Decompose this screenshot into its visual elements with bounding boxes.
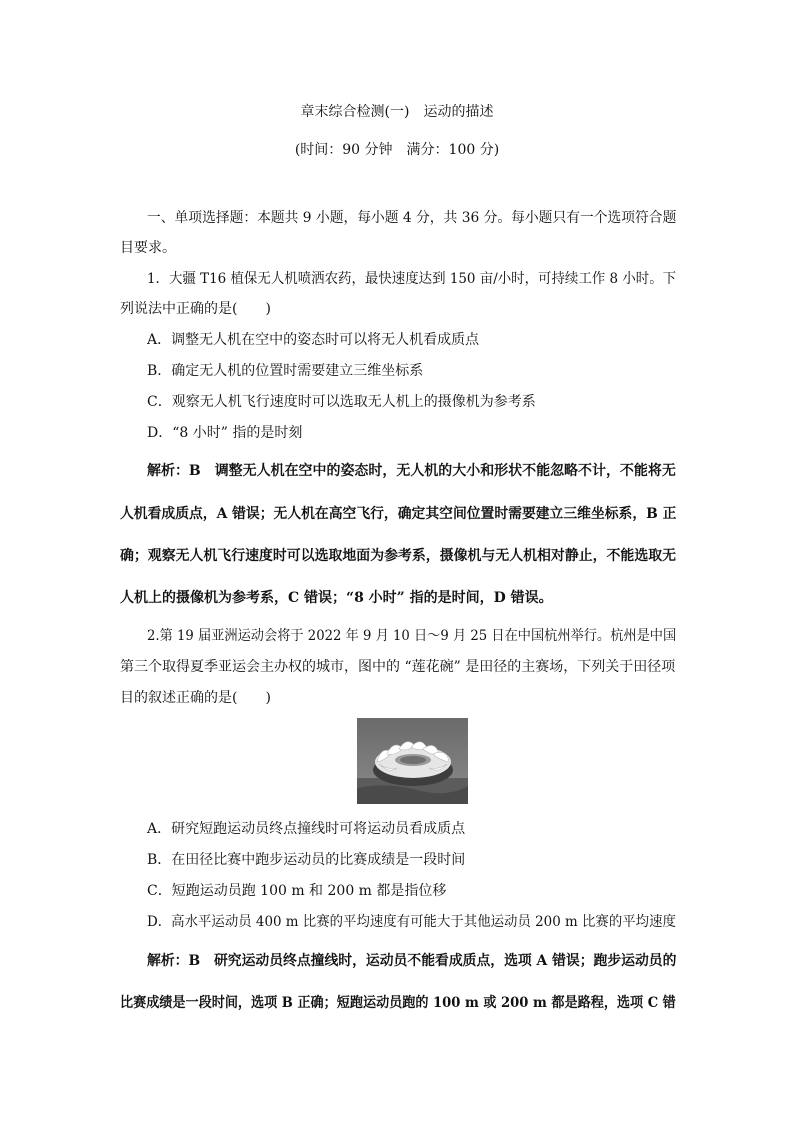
page-title: 章末综合检测(一) 运动的描述 xyxy=(300,104,494,120)
q2-option-b: B．在田径比赛中跑步运动员的比赛成绩是一段时间 xyxy=(147,852,466,868)
q2-explanation: 解析：B 研究运动员终点撞线时，运动员不能看成质点，选项 A 错误；跑步运动员的 xyxy=(147,953,677,969)
q2-option-c: C．短跑运动员跑 100 m 和 200 m 都是指位移 xyxy=(147,883,447,899)
stadium-photo xyxy=(357,718,468,804)
q1-explanation-4: 人机上的摄像机为参考系，C 错误；“8 小时” 指的是时间，D 错误。 xyxy=(120,590,553,606)
q1-option-c: C．观察无人机飞行速度时可以选取无人机上的摄像机为参考系 xyxy=(147,394,536,410)
q1-option-b: B．确定无人机的位置时需要建立三维坐标系 xyxy=(147,363,424,379)
section-heading: 一、单项选择题：本题共 9 小题，每小题 4 分，共 36 分。每小题只有一个选项符合题 xyxy=(147,210,677,226)
q1-explanation: 解析：B 调整无人机在空中的姿态时，无人机的大小和形状不能忽略不计，不能将无 xyxy=(147,463,676,479)
q1-option-d: D．“8 小时” 指的是时刻 xyxy=(147,425,303,441)
exam-info: (时间：90 分钟 满分：100 分) xyxy=(294,142,500,158)
q1-explanation-2: 人机看成质点，A 错误；无人机在高空飞行，确定其空间位置时需要建立三维坐标系，B 正 xyxy=(120,506,677,522)
section-heading-cont: 目要求。 xyxy=(120,240,176,256)
q1-stem-cont: 列说法中正确的是( ) xyxy=(120,301,271,317)
q2-explanation-2: 比赛成绩是一段时间，选项 B 正确；短跑运动员跑的 100 m 或 200 m 都是路程，选项 C 错 xyxy=(120,995,676,1011)
q2-stem: 2.第 19 届亚洲运动会将于 2022 年 9 月 10 日～9 月 25 日在中国杭州举行。杭州是中国 xyxy=(147,628,677,644)
q2-stem-cont-2: 目的叙述正确的是( ) xyxy=(120,690,271,706)
q2-stem-cont: 第三个取得夏季亚运会主办权的城市，图中的 “莲花碗” 是田径的主赛场，下列关于田径项 xyxy=(120,659,676,675)
q2-option-a: A．研究短跑运动员终点撞线时可将运动员看成质点 xyxy=(147,821,466,837)
q1-stem: 1．大疆 T16 植保无人机喷洒农药，最快速度达到 150 亩/小时，可持续工作 8 小时。下 xyxy=(147,271,677,287)
q1-option-a: A．调整无人机在空中的姿态时可以将无人机看成质点 xyxy=(147,332,480,348)
q1-explanation-3: 确；观察无人机飞行速度时可以选取地面为参考系，摄像机与无人机相对静止，不能选取无 xyxy=(120,548,677,564)
q2-option-d: D．高水平运动员 400 m 比赛的平均速度有可能大于其他运动员 200 m 比赛的平均速度 xyxy=(147,914,676,930)
